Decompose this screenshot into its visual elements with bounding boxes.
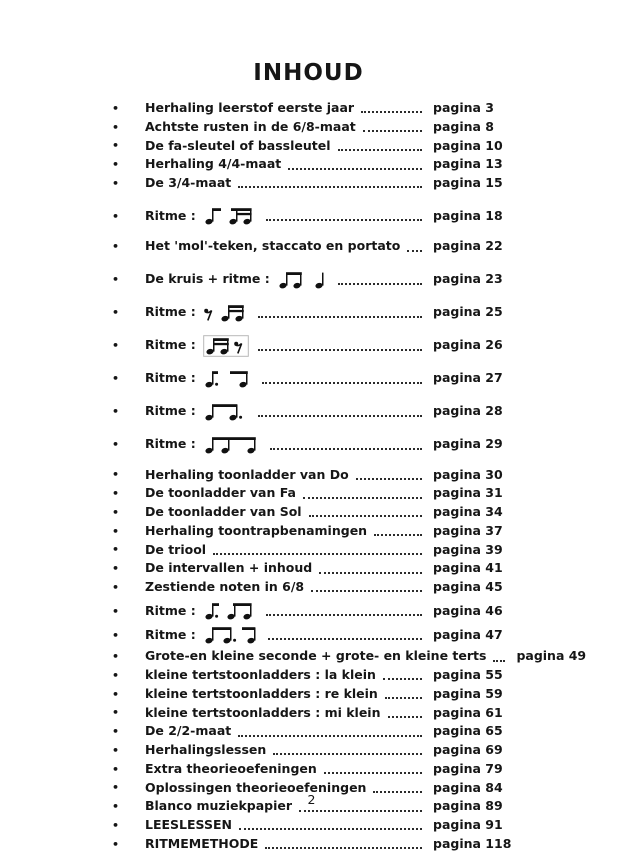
toc-list	[112, 100, 587, 851]
page-number-label: pagina 89	[433, 798, 503, 814]
toc-entry	[112, 624, 505, 642]
page-number-label: pagina 46	[433, 603, 503, 618]
page-number-label: pagina 65	[433, 723, 503, 739]
bullet-icon: •	[112, 725, 120, 739]
bullet-icon: •	[112, 687, 120, 701]
toc-entry	[112, 485, 505, 500]
toc-entry	[112, 648, 587, 664]
page-number-label: pagina 59	[433, 685, 503, 701]
toc-entry	[112, 705, 505, 720]
toc-entry	[112, 817, 505, 832]
toc-entry	[112, 238, 505, 253]
bullet-icon: •	[112, 524, 120, 538]
toc-entry-label: Herhalingslessen	[145, 742, 267, 757]
bullet-icon: •	[112, 438, 120, 452]
dot-leader	[239, 828, 422, 830]
bullet-icon: •	[112, 405, 120, 419]
toc-entry-label: LEESLESSEN	[145, 817, 232, 832]
bullet-icon: •	[112, 628, 120, 642]
bullet-icon: •	[112, 306, 120, 320]
bullet-icon: •	[112, 743, 120, 757]
bullet-icon: •	[112, 487, 120, 501]
toc-entry	[112, 302, 505, 320]
page-number-label: pagina 31	[433, 485, 503, 501]
toc-entry-label: Ritme :	[145, 337, 196, 353]
page-number-label: pagina 61	[433, 704, 503, 720]
toc-entry	[112, 600, 505, 618]
bullet-icon: •	[112, 762, 120, 776]
dot-leader	[361, 111, 422, 113]
bullet-icon: •	[112, 209, 120, 223]
dot-leader	[311, 590, 422, 592]
bullet-icon: •	[112, 505, 120, 519]
page-title: INHOUD	[253, 60, 364, 86]
page-number-label: pagina 45	[433, 579, 503, 594]
bullet-icon: •	[112, 562, 120, 576]
toc-entry-label: De intervallen + inhoud	[145, 560, 313, 576]
toc-entry-label: Ritme :	[145, 403, 196, 419]
page-number-label: pagina 118	[433, 835, 512, 851]
page-number-label: pagina 28	[433, 403, 503, 419]
page-number-label: pagina 29	[433, 436, 503, 452]
toc-entry	[112, 401, 505, 419]
toc-entry-label: Ritme :	[145, 627, 196, 642]
page-number-label: pagina 34	[433, 504, 503, 519]
toc-entry	[112, 560, 505, 575]
page-number-label: pagina 39	[433, 541, 503, 557]
bullet-icon: •	[112, 101, 120, 115]
toc-entry-label: Het 'mol'-teken, staccato en portato	[145, 238, 401, 254]
page-number-label: pagina 26	[433, 337, 503, 353]
dot-leader	[262, 382, 422, 384]
dot-leader	[238, 186, 422, 188]
dot-leader	[266, 614, 422, 616]
toc-entry	[112, 723, 505, 738]
dot-leader	[407, 250, 422, 252]
rhythm-dotted-quarter-eighth-icon	[203, 368, 253, 390]
bullet-icon: •	[112, 240, 120, 254]
dot-leader	[385, 697, 422, 699]
toc-entry-label: Extra theorieoefeningen	[145, 760, 317, 776]
toc-entry	[112, 523, 505, 538]
page-number-label: pagina 37	[433, 522, 503, 538]
toc-entry-label: Herhaling toonladder van Do	[145, 466, 349, 482]
toc-entry	[112, 368, 505, 386]
toc-entry	[112, 504, 505, 519]
bullet-icon: •	[112, 781, 120, 795]
toc-entry-label: Oplossingen theorieoefeningen	[145, 779, 367, 795]
page-number-label: pagina 22	[433, 238, 503, 254]
toc-entry	[112, 138, 505, 153]
dot-leader	[273, 753, 422, 755]
rhythm-eighth-rest-two-sixteenths-icon	[203, 302, 249, 324]
page-number-label: pagina 49	[516, 648, 587, 664]
toc-entry-label: kleine tertstoonladders : re klein	[145, 685, 378, 701]
bullet-icon: •	[112, 339, 120, 353]
page-number-label: pagina 8	[433, 118, 494, 134]
rhythm-dotted-quarter-two-eighths-icon	[203, 600, 257, 622]
bullet-icon: •	[112, 650, 120, 664]
bullet-icon: •	[112, 800, 120, 814]
page-number-label: pagina 25	[433, 304, 503, 320]
page-number-label: pagina 30	[433, 466, 503, 482]
dot-leader	[268, 638, 422, 640]
dot-leader	[303, 497, 422, 499]
dot-leader	[266, 219, 422, 221]
toc-entry	[112, 100, 505, 115]
rhythm-eighth-dotted-quarter-icon	[203, 401, 249, 423]
footer-page-number: 2	[307, 792, 316, 807]
page-number-label: pagina 3	[433, 100, 494, 115]
toc-entry-label: Herhaling 4/4-maat	[145, 156, 282, 172]
bullet-icon: •	[112, 837, 120, 851]
page-number-label: pagina 15	[433, 175, 503, 190]
toc-entry-label: Ritme :	[145, 370, 196, 386]
page-number-label: pagina 10	[433, 137, 503, 153]
toc-entry-label: Ritme :	[145, 603, 196, 618]
dot-leader	[356, 478, 422, 480]
page-number-label: pagina 55	[433, 667, 503, 682]
toc-entry-label: RITMEMETHODE	[145, 835, 259, 851]
dot-leader	[338, 283, 422, 285]
rhythm-two-eighths-quarter-icon	[277, 269, 329, 291]
toc-entry	[112, 579, 505, 594]
bullet-icon: •	[112, 176, 120, 190]
toc-entry-label: De toonladder van Fa	[145, 485, 296, 501]
dot-leader	[288, 168, 422, 170]
toc-entry-label: De 2/2-maat	[145, 723, 232, 739]
toc-entry-label: Zestiende noten in 6/8	[145, 579, 305, 594]
toc-entry-label: De fa-sleutel of bassleutel	[145, 137, 331, 153]
toc-entry-label: De 3/4-maat	[145, 175, 232, 190]
toc-entry-label: Grote-en kleine seconde + grote- en kleine terts	[145, 648, 487, 664]
bullet-icon: •	[112, 372, 120, 386]
rhythm-three-beamed-notes-icon	[203, 434, 261, 456]
toc-entry-label: Ritme :	[145, 436, 196, 452]
dot-leader	[299, 810, 422, 812]
toc-entry-label: kleine tertstoonladders : la klein	[145, 667, 376, 682]
page-number-label: pagina 23	[433, 271, 503, 287]
toc-entry-label: De toonladder van Sol	[145, 504, 302, 519]
dot-leader	[213, 553, 422, 555]
bullet-icon: •	[112, 139, 120, 153]
bullet-icon: •	[112, 668, 120, 682]
bullet-icon: •	[112, 468, 120, 482]
dot-leader	[258, 316, 422, 318]
page-number-label: pagina 41	[433, 560, 503, 576]
bullet-icon: •	[112, 706, 120, 720]
dot-leader	[363, 130, 422, 132]
toc-entry	[112, 434, 505, 452]
toc-entry	[112, 119, 505, 134]
rhythm-two-sixteenths-eighth-rest-boxed-icon	[203, 335, 249, 357]
page-number-label: pagina 91	[433, 817, 503, 832]
page-number-label: pagina 47	[433, 627, 503, 642]
page-number-label: pagina 84	[433, 779, 503, 795]
dot-leader	[258, 415, 422, 417]
toc-entry	[112, 742, 505, 757]
page-number-label: pagina 69	[433, 742, 503, 757]
toc-entry	[112, 175, 505, 190]
toc-entry	[112, 835, 512, 851]
page-number-label: pagina 79	[433, 760, 503, 776]
dot-leader	[374, 534, 422, 536]
dot-leader	[309, 515, 422, 517]
bullet-icon: •	[112, 543, 120, 557]
dot-leader	[338, 149, 423, 151]
dot-leader	[258, 349, 422, 351]
page-number-label: pagina 18	[433, 208, 503, 223]
bullet-icon: •	[112, 580, 120, 594]
dot-leader	[265, 847, 422, 849]
toc-entry	[112, 269, 505, 287]
toc-entry-label: Herhaling leerstof eerste jaar	[145, 100, 355, 115]
toc-entry-label: Herhaling toontrapbenamingen	[145, 522, 368, 538]
toc-entry	[112, 205, 505, 223]
dot-leader	[493, 660, 505, 662]
page-number-label: pagina 13	[433, 156, 503, 172]
toc-entry	[112, 335, 505, 353]
toc-entry	[112, 667, 505, 682]
dot-leader	[270, 448, 422, 450]
bullet-icon: •	[112, 604, 120, 618]
toc-entry	[112, 156, 505, 171]
dot-leader	[319, 572, 422, 574]
toc-entry-label: De triool	[145, 541, 207, 557]
dot-leader	[388, 716, 423, 718]
toc-entry	[112, 686, 505, 701]
toc-entry-label: kleine tertstoonladders : mi klein	[145, 704, 381, 720]
toc-content	[112, 60, 587, 855]
dot-leader	[324, 772, 422, 774]
rhythm-quarter-two-eighths-icon	[203, 205, 257, 227]
toc-entry-label: Ritme :	[145, 304, 196, 320]
bullet-icon: •	[112, 158, 120, 172]
bullet-icon: •	[112, 273, 120, 287]
page-number-label: pagina 27	[433, 370, 503, 386]
bullet-icon: •	[112, 120, 120, 134]
dot-leader	[238, 735, 422, 737]
rhythm-eighth-dotted-quarter-eighth-icon	[203, 624, 259, 646]
toc-entry-label: De kruis + ritme :	[145, 271, 270, 287]
toc-entry	[112, 467, 505, 482]
toc-entry-label: Achtste rusten in de 6/8-maat	[145, 118, 356, 134]
dot-leader	[383, 678, 422, 680]
toc-entry	[112, 761, 505, 776]
toc-entry	[112, 542, 505, 557]
toc-entry-label: Ritme :	[145, 208, 196, 223]
bullet-icon: •	[112, 818, 120, 832]
toc-entry-label: Blanco muziekpapier	[145, 798, 293, 814]
